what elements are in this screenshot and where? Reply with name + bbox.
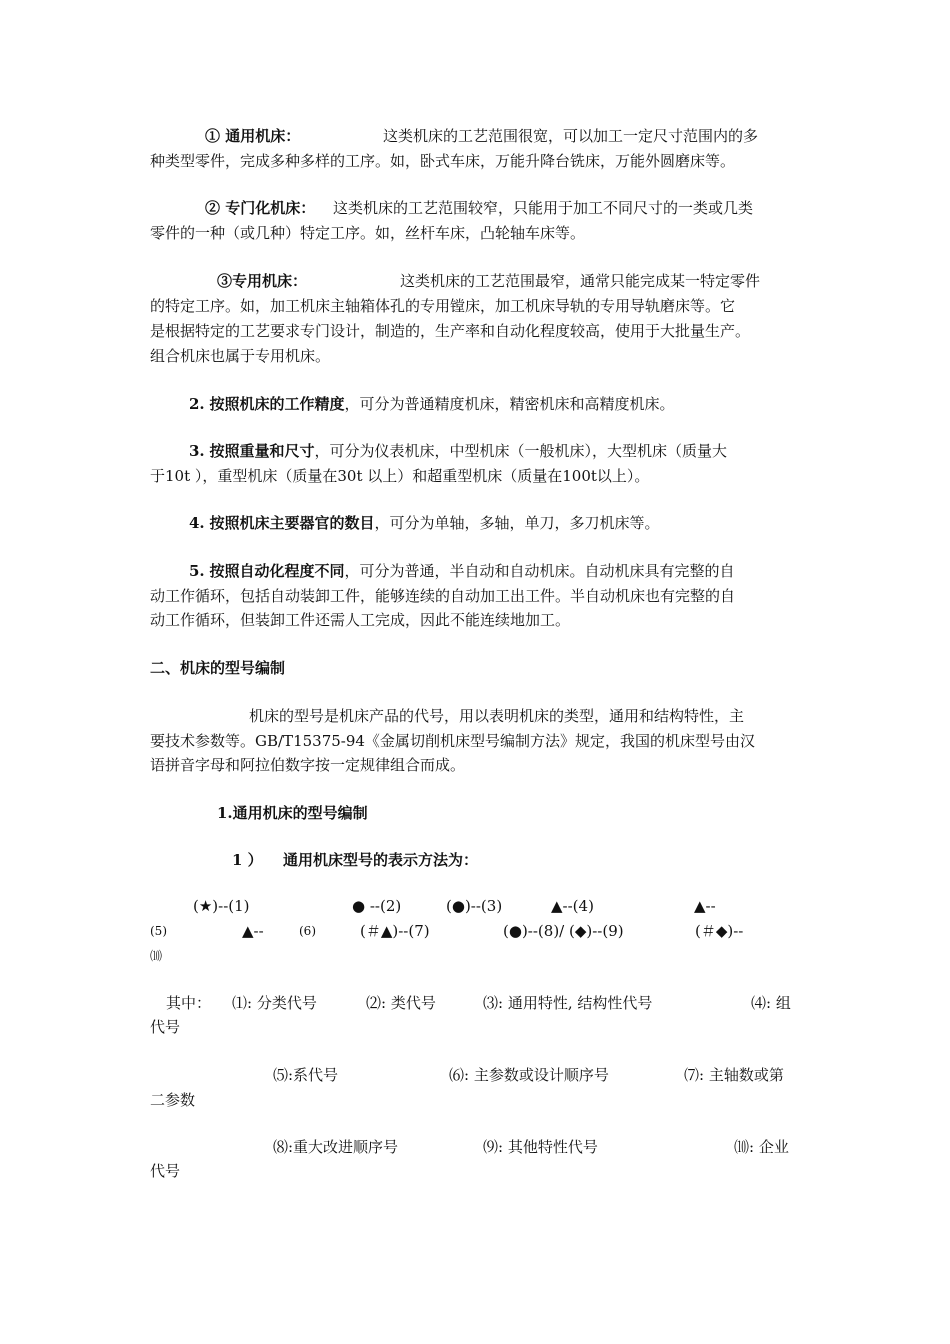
legend-item-1: ⑴: 分类代号: [232, 994, 317, 1012]
intro-line2: 要技术参数等。GB/T15375-94《金属切削机床型号编制方法》规定，我国的机床型号由汉: [150, 732, 755, 750]
section-5-number: 5.: [189, 562, 205, 580]
formula-item-7: (＃▲)--(7): [360, 922, 430, 940]
legend-item-7-cont: 二参数: [150, 1091, 196, 1109]
section-4-number: 4.: [189, 514, 205, 532]
section-3-text: ，可分为仪表机床，中型机床（一般机床），大型机床（质量大: [314, 442, 727, 460]
section-2-bold: 按照机床的工作精度: [209, 395, 345, 413]
subheading-representation: 通用机床型号的表示方法为：: [283, 851, 479, 869]
section-5-line1: [189, 560, 734, 582]
section-3-number: 3.: [189, 442, 205, 460]
legend-item-4: ⑷: 组: [751, 994, 791, 1012]
formula-item-1: (★)--(1): [193, 897, 250, 915]
dedicated-machine-text-line4: 组合机床也属于专用机床。: [150, 347, 331, 365]
legend-item-7: ⑺: 主轴数或第: [684, 1066, 784, 1084]
general-machine-text-line1: 这类机床的工艺范围很宽，可以加工一定尺寸范围内的多: [383, 127, 759, 145]
subheading-representation-number: 1 ）: [232, 851, 263, 869]
section-4-line: [189, 512, 659, 534]
subheading-general-model: 1.通用机床的型号编制: [217, 804, 368, 822]
section-2-number: 2.: [189, 395, 205, 413]
dedicated-machine-text-line3: 是根据特定的工艺要求专门设计，制造的，生产率和自动化程度较高，使用于大批量生产。: [150, 322, 751, 340]
section-heading-model-numbering: 二、机床的型号编制: [150, 659, 286, 677]
dedicated-machine-text-line2: 的特定工序。如，加工机床主轴箱体孔的专用镗床，加工机床导轨的专用导轨磨床等。它: [150, 297, 736, 315]
section-5-bold: 按照自动化程度不同: [209, 562, 345, 580]
intro-line1: 机床的型号是机床产品的代号，用以表明机床的类型，通用和结构特性，主: [249, 707, 745, 725]
legend-item-4-cont: 代号: [150, 1018, 181, 1036]
section-4-bold: 按照机床主要器官的数目: [209, 514, 375, 532]
formula-item-3: (●)--(3): [446, 897, 503, 915]
legend-item-6: ⑹: 主参数或设计顺序号: [449, 1066, 609, 1084]
legend-item-2: ⑵: 类代号: [366, 994, 436, 1012]
formula-item-6-prefix: ▲--: [242, 922, 264, 940]
formula-label-10: ⑽: [150, 949, 163, 963]
formula-label-6: (6): [299, 924, 316, 938]
section-5-line2: 动工作循环，包括自动装卸工件，能够连续的自动加工出工件。半自动机床也有完整的自: [150, 587, 736, 605]
formula-item-8-9: (●)--(8)/ (◆)--(9): [503, 922, 624, 940]
section-5-text: ，可分为普通，半自动和自动机床。自动机床具有完整的自: [344, 562, 735, 580]
dedicated-machine-text-line1: 这类机床的工艺范围最窄，通常只能完成某一特定零件: [400, 272, 761, 290]
section-2-line: [189, 393, 674, 415]
section-3-line1: [189, 440, 727, 462]
section-4-text: ，可分为单轴，多轴，单刀，多刀机床等。: [374, 514, 660, 532]
specialized-machine-text-line1: 这类机床的工艺范围较窄，只能用于加工不同尺寸的一类或几类: [333, 199, 754, 217]
formula-item-4: ▲--(4): [551, 897, 594, 915]
section-3-bold: 按照重量和尺寸: [209, 442, 315, 460]
formula-item-5-prefix: ▲--: [694, 897, 716, 915]
specialized-machine-text-line2: 零件的一种（或几种）特定工序。如，丝杆车床，凸轮轴车床等。: [150, 224, 586, 242]
legend-item-5: ⑸:系代号: [273, 1066, 339, 1084]
formula-item-2: ● --(2): [352, 897, 402, 915]
formula-item-10-prefix: (＃◆)--: [695, 922, 744, 940]
section-5-line3: 动工作循环，但装卸工件还需人工完成，因此不能连续地加工。: [150, 611, 571, 629]
general-machine-label: ① 通用机床：: [205, 127, 301, 145]
specialized-machine-label: ② 专门化机床：: [205, 199, 316, 217]
legend-item-9: ⑼: 其他特性代号: [483, 1138, 598, 1156]
dedicated-machine-label: ③专用机床：: [217, 272, 308, 290]
legend-item-8: ⑻:重大改进顺序号: [273, 1138, 399, 1156]
legend-intro: 其中：: [166, 994, 212, 1012]
intro-line3: 语拼音字母和阿拉伯数字按一定规律组合而成。: [150, 756, 466, 774]
general-machine-text-line2: 种类型零件，完成多种多样的工序。如，卧式车床，万能升降台铣床，万能外圆磨床等。: [150, 152, 736, 170]
section-3-line2: 于10t ），重型机床（质量在30t 以上）和超重型机床（质量在100t以上）。: [150, 467, 650, 485]
formula-label-5: (5): [150, 924, 167, 938]
legend-item-10: ⑽: 企业: [734, 1138, 789, 1156]
legend-item-3: ⑶: 通用特性, 结构性代号: [483, 994, 653, 1012]
section-2-text: ，可分为普通精度机床，精密机床和高精度机床。: [344, 395, 675, 413]
legend-item-10-cont: 代号: [150, 1162, 181, 1180]
